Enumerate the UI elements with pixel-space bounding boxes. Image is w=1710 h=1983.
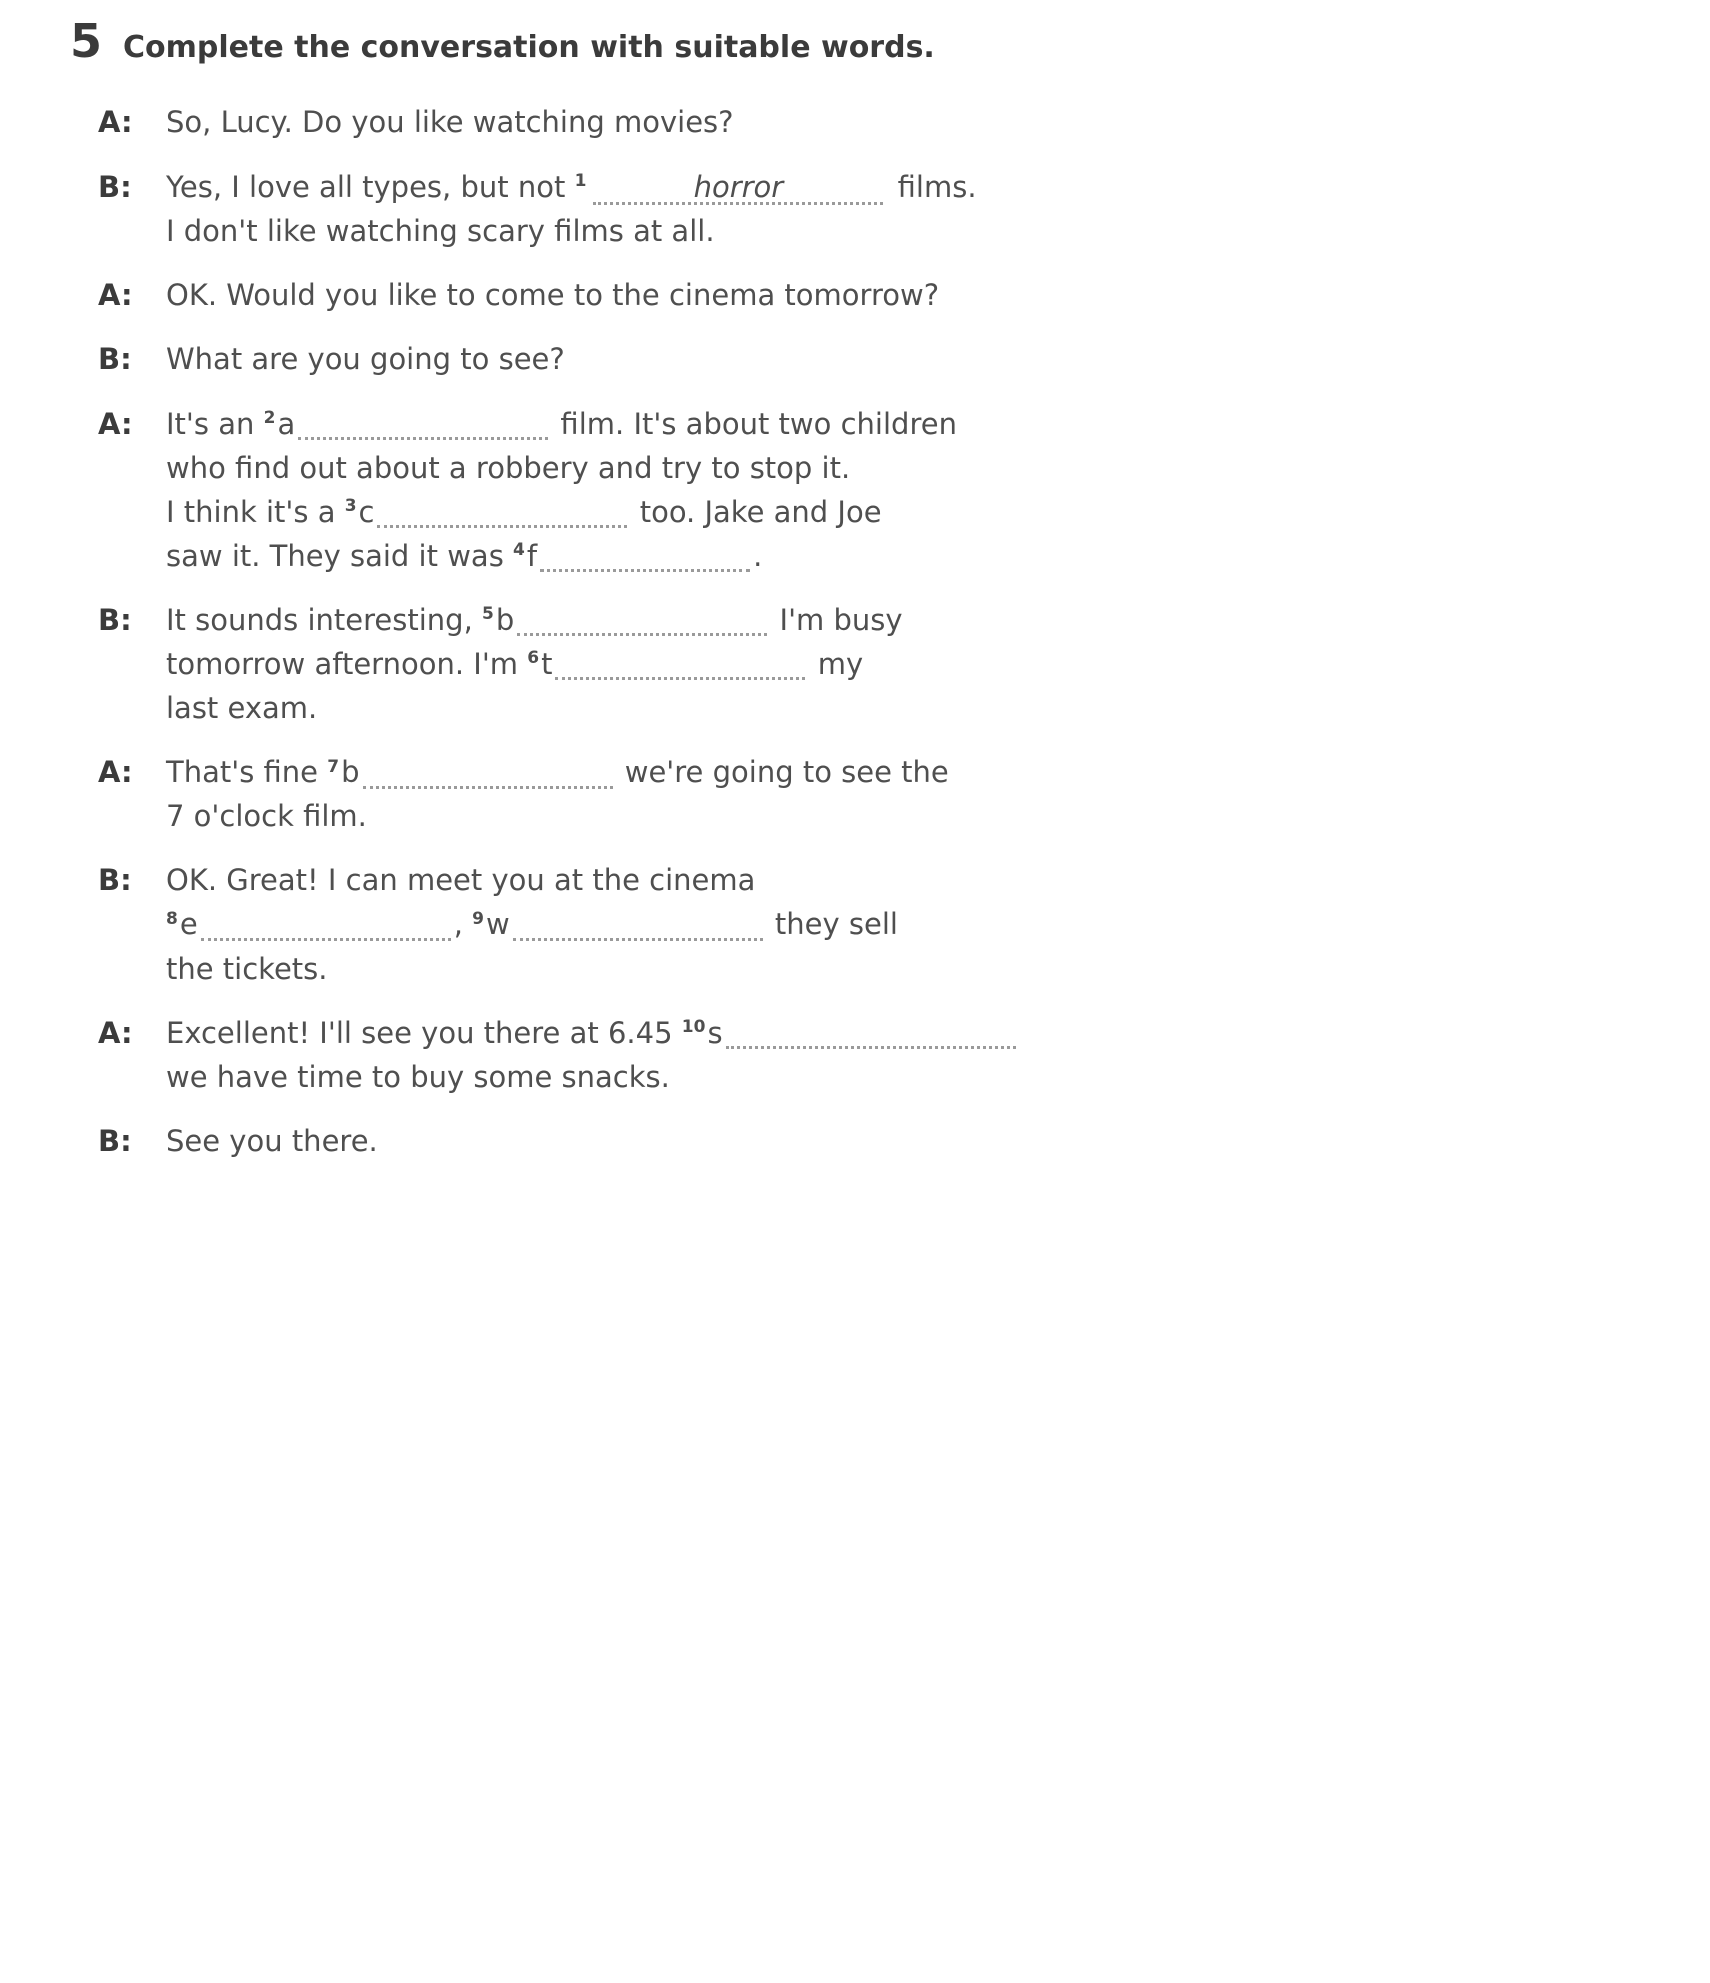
exercise-instruction: Complete the conversation with suitable words. (123, 30, 935, 65)
speaker-label: B: (98, 1123, 132, 1158)
speech-fragment: OK. Great! I can meet you at the cinema (166, 863, 756, 898)
speech-text (166, 337, 565, 381)
speaker-label: A: (98, 755, 133, 790)
dialogue-turn (98, 598, 1670, 730)
speech-fragment: See you there. (166, 1123, 378, 1158)
dialogue-turn (98, 402, 1670, 578)
answer-blank[interactable] (513, 907, 763, 940)
speech-fragment: they sell (765, 907, 898, 942)
answer-stem-letter: b (341, 755, 360, 790)
gap-number: 1 (574, 170, 587, 191)
speech-fragment: film. It's about two children (551, 406, 957, 441)
speech-fragment: It's an (166, 406, 264, 441)
answer-stem-letter: w (485, 907, 510, 942)
answer-blank[interactable] (555, 647, 805, 680)
speech-text (166, 598, 903, 730)
speech-text (166, 1011, 1019, 1099)
answer-stem-letter: f (526, 538, 538, 573)
gap-number: 10 (681, 1016, 706, 1037)
gap-number: 2 (263, 408, 276, 428)
speech-fragment: I think it's a (166, 494, 345, 529)
speech-fragment: Excellent! I'll see you there at 6.45 (166, 1015, 682, 1050)
gap-number: 7 (327, 756, 340, 777)
answer-blank[interactable] (517, 603, 767, 636)
gap-number: 6 (527, 648, 540, 669)
speech-text (166, 100, 734, 144)
speech-text (166, 750, 949, 838)
exercise-header (70, 14, 1670, 68)
gap-number: 9 (472, 908, 484, 929)
speaker-label: B: (98, 602, 132, 637)
answer-blank[interactable] (298, 407, 548, 440)
speech-fragment: 7 o'clock film. (166, 799, 367, 834)
conversation (98, 100, 1670, 1163)
speech-text (166, 402, 957, 578)
dialogue-turn (98, 1119, 1670, 1164)
dialogue-turn (98, 858, 1670, 990)
speech-fragment: That's fine (166, 755, 328, 790)
speaker-label: B: (98, 863, 132, 898)
speech-text (166, 273, 939, 317)
gap-number: 3 (344, 496, 357, 517)
speech-fragment: I don't like watching scary films at all. (166, 213, 715, 248)
exercise-number: 5 (70, 14, 102, 68)
answer-blank[interactable] (377, 495, 627, 528)
speech-fragment: tomorrow afternoon. I'm (166, 647, 528, 682)
speech-fragment: It sounds interesting, (166, 602, 483, 637)
speaker-label: A: (98, 1015, 133, 1050)
dialogue-turn (98, 273, 1670, 318)
speech-fragment: , (453, 907, 473, 942)
speaker-label: A: (98, 277, 133, 312)
speech-fragment: saw it. They said it was (166, 538, 514, 573)
speech-fragment: we're going to see the (615, 755, 949, 790)
speech-fragment: the tickets. (166, 951, 328, 986)
gap-number: 5 (482, 604, 494, 625)
speech-text (166, 1119, 378, 1163)
dialogue-turn (98, 1011, 1670, 1099)
speech-fragment: too. Jake and Joe (630, 494, 882, 529)
answer-blank[interactable] (540, 539, 750, 572)
speaker-label: B: (98, 169, 132, 204)
answer-stem-letter: e (179, 907, 198, 942)
speech-text (166, 165, 977, 253)
speech-fragment: I'm busy (770, 602, 903, 637)
answer-blank[interactable] (363, 755, 613, 788)
gap-number: 4 (513, 540, 525, 561)
speech-fragment: So, Lucy. Do you like watching movies? (166, 105, 734, 139)
speech-fragment: Yes, I love all types, but not (166, 169, 575, 204)
speaker-label: B: (98, 342, 132, 377)
speech-fragment: films. (888, 169, 977, 204)
speech-fragment: . (753, 538, 763, 573)
speaker-label: A: (98, 406, 133, 441)
dialogue-turn (98, 750, 1670, 838)
speech-fragment: who find out about a robbery and try to stop it. (166, 450, 851, 485)
speech-fragment: my (808, 647, 864, 682)
dialogue-turn (98, 165, 1670, 253)
answer-blank[interactable] (726, 1016, 1016, 1049)
answer-stem-letter: b (495, 602, 515, 637)
answer-blank[interactable] (201, 907, 451, 940)
dialogue-turn (98, 100, 1670, 145)
gap-number: 8 (166, 908, 178, 929)
answer-stem-letter: c (358, 494, 375, 529)
speech-fragment: OK. Would you like to come to the cinema tomorrow? (166, 277, 940, 312)
speaker-label: A: (98, 105, 133, 139)
answer-stem-letter: t (541, 647, 553, 682)
answer-blank-filled[interactable]: horror (593, 172, 883, 205)
speech-text (166, 858, 898, 990)
speech-fragment: we have time to buy some snacks. (166, 1059, 670, 1094)
answer-stem-letter: a (277, 406, 296, 441)
dialogue-turn (98, 337, 1670, 382)
answer-stem-letter: s (707, 1015, 723, 1050)
speech-fragment: last exam. (166, 691, 318, 726)
speech-fragment: What are you going to see? (166, 342, 565, 377)
